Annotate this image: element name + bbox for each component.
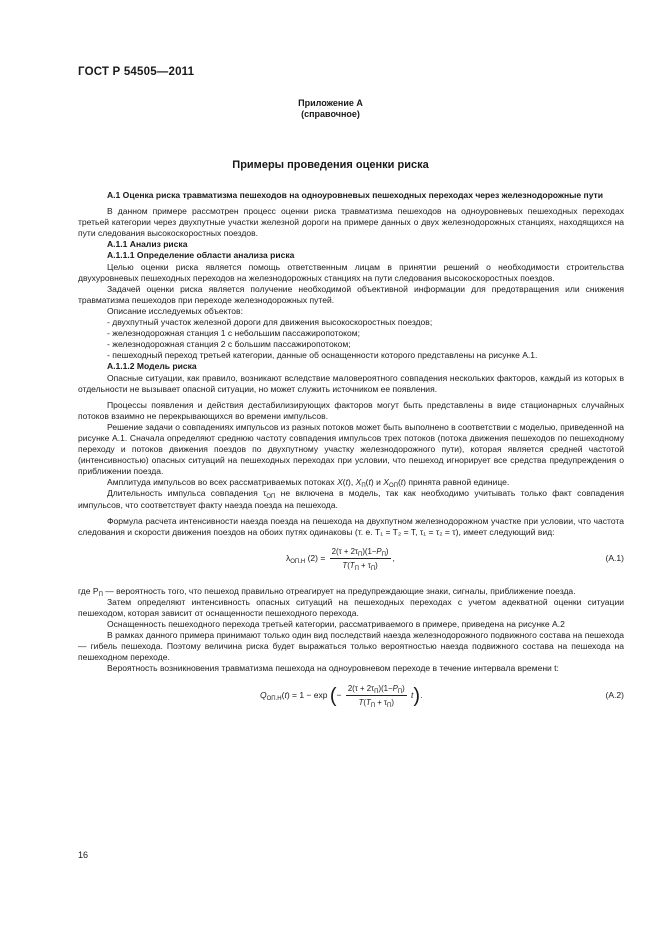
list-item: - железнодорожная станция 1 с небольшим пассажиропотоком; (107, 328, 360, 339)
document-body (78, 190, 624, 721)
paragraph: Описание исследуемых объектов: (107, 305, 243, 316)
heading-a1-1-2: А.1.1.2 Модель риска (107, 361, 197, 372)
paragraph: Опасные ситуации, как правило, возникают вследствие маловероятного совпадения нескольких факторов, каждый из которых в отдельности не вызывает опасной ситуации, но может служить источником ее появления. (78, 372, 624, 394)
paragraph: Целью оценки риска является помощь ответственным лицам в принятии решений о необходимости строительства двухуровневых пешеходных переходов на железнодорожных станциях на пути следования высокоскоростных поездов. (78, 261, 624, 283)
list-item: - пешеходный переход третьей категории, данные об оснащенности которого представлены на рисунке А.1. (107, 350, 538, 361)
text-run: принята равной единице. (406, 477, 510, 488)
heading-a1: А.1 Оценка риска травматизма пешеходов на одноуровневых пешеходных переходах через железнодорожные пути (107, 190, 604, 200)
equation-number: (А.2) (605, 689, 624, 700)
paragraph: Решение задачи о совпадениях импульсов из разных потоков может быть выполнено в соответствии с моделью, приведенной на рисунке А.1. Сначала определяют среднюю частоту совпадения импульсов трех потоков (потока движения пешеходов по пешеходному переходу и потоков движения поездов по двухпутному участку железнодорожного пути), которая является средней частотой (интенсивностью) опасных ситуаций на пешеходных переходах при условии, что пешеход игнорирует все средства предупреждения о приближении поезда. (78, 421, 624, 477)
page-number: 16 (78, 850, 89, 860)
equation-fraction: $\frac{2(\tau + 2\tau_П)(1-P_П)}{T(T_П + \tau_П)}$ (331, 547, 389, 573)
text-run: Длительность импульса совпадения τ (107, 488, 267, 499)
text-run: Амплитуда импульсов во всех рассматриваемых потоках (107, 477, 338, 488)
paragraph: В данном примере рассмотрен процесс оценки риска травматизма пешеходов на одноуровневых пешеходных переходах третьей категории через двухпутные участки железной дороги на примере данных о двух железнодорожных станциях, находящихся на пути следования высокоскоростных поездов. (78, 206, 624, 239)
paragraph: где $P_П$ — вероятность того, что пешеход правильно отреагирует на предупреждающие знаки, сигналы, приближение поезда. (78, 585, 576, 598)
list-item: - железнодорожная станция 2 с большим пассажиропотоком; (107, 339, 351, 350)
heading-a1-1-1: А.1.1.1 Определение области анализа риска (107, 250, 295, 261)
equation-a2: $Q_{ОП.Н}(t) = 1 - \exp$ ( − $\frac{2(\tau + 2\tau_П)(1-P_П)}{T(T_П + \tau_П)}$ t ) . (А.2) (260, 683, 624, 710)
heading-a1-1: А.1.1 Анализ риска (107, 239, 188, 250)
appendix-title: Приложение А (298, 98, 363, 108)
equation-fraction: $\frac{2(\tau + 2\tau_П)(1-P_П)}{T(T_П + \tau_П)}$ (347, 683, 405, 710)
paragraph: Амплитуда импульсов во всех рассматриваемых потоках X(t), $X_П(t)$ и $X_{ОП}(t)$ принята равной единице. (107, 477, 510, 490)
paragraph: Длительность импульса совпадения $\tau_{ОП}$ не включена в модель, так как необходимо учитывать только факт совпадения импульсов, что соответствует факту наезда поезда на пешехода. (78, 488, 624, 510)
math-inline: X (337, 477, 343, 488)
paragraph: Задачей оценки риска является получение необходимой объективной информации для предотвращения или снижения травматизма пешеходов при переходе железнодорожных путей. (78, 283, 624, 305)
paragraph: Затем определяют интенсивность опасных ситуаций на пешеходных переходах с учетом адекватной оценки ситуации пешеходом, которая зависит от оснащенности пешеходного перехода. (78, 596, 624, 618)
standard-header: ГОСТ Р 54505—2011 (78, 66, 195, 78)
list-item: - двухпутный участок железной дороги для движения высокоскоростных поездов; (107, 317, 433, 328)
paragraph: В рамках данного примера принимают только один вид последствий наезда железнодорожного подвижного состава на пешехода — гибель пешехода. Поэтому величина риска будет выражаться только вероятностью наезда подвижного состава на пешехода на пешеходном переходе. (78, 630, 624, 663)
text-run: где P (78, 585, 99, 596)
paragraph: Оснащенность пешеходного перехода третьей категории, рассматриваемого в примере, приведена на рисунке А.2 (107, 619, 565, 630)
equation-number: (А.1) (605, 552, 624, 563)
section-title: Примеры проведения оценки риска (232, 159, 429, 171)
paragraph: Процессы появления и действия дестабилизирующих факторов могут быть представлены в виде стационарных случайных потоков взаимно не перекрывающихся во времени импульсов. (78, 399, 624, 421)
paragraph: Вероятность возникновения травматизма пешехода на одноуровневом переходе в течение интервала времени t: (107, 663, 559, 674)
text-run: не включена в модель, так как необходимо учитывать только факт совпадения импульсов, что соответствует факту наезда поезда на пешехода. (78, 488, 624, 510)
paragraph: Формула расчета интенсивности наезда поезда на пешехода на двухпутном железнодорожном участке при условии, что частота следования и скорости движения поездов на обоих путях одинаковы (т. е. T₁ = T₂ = T, τ₁ = τ₂ = τ), имеет следующий вид: (78, 515, 624, 537)
appendix-note: (справочное) (301, 109, 360, 119)
text-run: — вероятность того, что пешеход правильно отреагирует на предупреждающие знаки, сигналы, приближение поезда. (102, 585, 576, 596)
equation-a1: $\lambda_{ОП.Н}$ (2) = $\frac{2(\tau + 2\tau_П)(1-P_П)}{T(T_П + \tau_П)}$ , (А.1) (286, 547, 624, 573)
